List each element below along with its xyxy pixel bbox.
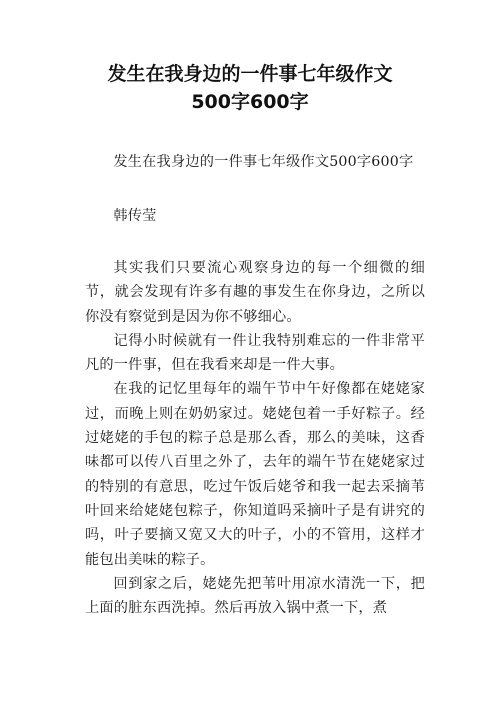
body-paragraph: 回到家之后，姥姥先把苇叶用凉水清洗一下，把上面的脏东西洗掉。然后再放入锅中煮一下，煮: [85, 575, 425, 617]
subtitle-block: [85, 150, 425, 174]
author-name: 韩传莹: [113, 208, 157, 224]
document-title-line-1: 发生在我身边的一件事七年级作文: [107, 63, 393, 85]
body-paragraph: 其实我们只要流心观察身边的每一个细微的细节，就会发现有许多有趣的事发生在你身边，之所以你没有察觉到是因为你不够细心。: [85, 260, 425, 325]
author-block: [85, 204, 425, 228]
body-paragraph: 记得小时候就有一件让我特别难忘的一件非常平凡的一件事，但在我看来却是一件大事。: [85, 332, 425, 374]
article-body: [85, 256, 425, 620]
subtitle-paragraph: 发生在我身边的一件事七年级作文500字600字: [113, 154, 414, 170]
document-title-line-2: 500字600字: [191, 91, 309, 113]
body-paragraph: 在我的记忆里每年的端午节中午好像都在姥姥家过，而晚上则在奶奶家过。姥姥包着一手好粽子。经过姥姥的手包的粽子总是那么香，那么的美味，这香味都可以传八百里之外了，去年的端午节在姥姥家过的特别的有意思，吃过午饭后姥爷和我一起去采摘苇叶回来给姥姥包粽子，你知道吗采摘叶子是有讲究的吗，叶子要摘又宽又大的叶子，小的不管用，这样才能包出美味的粽子。: [85, 381, 425, 568]
